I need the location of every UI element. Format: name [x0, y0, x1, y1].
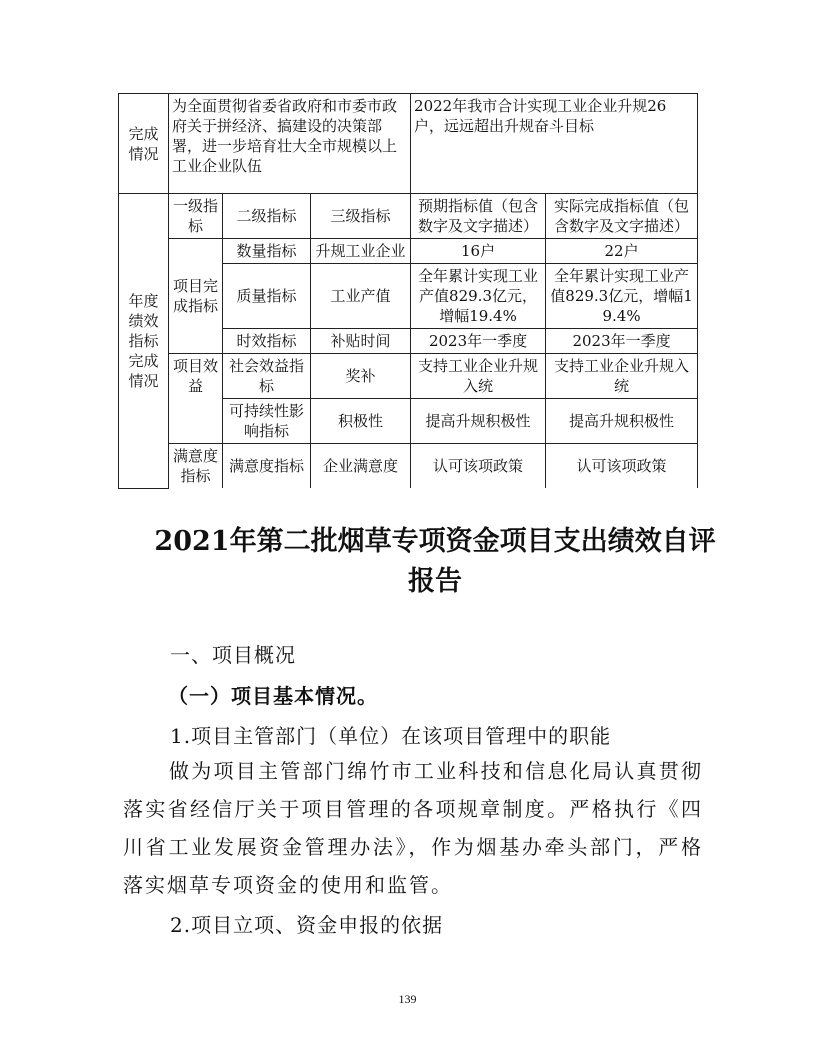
row-level3: 工业产值 — [311, 264, 411, 329]
row-actual: 提高升规积极性 — [546, 399, 698, 444]
row-actual: 全年累计实现工业产值829.3亿元，增幅19.4% — [546, 264, 698, 329]
row-expected: 提高升规积极性 — [411, 399, 546, 444]
section-heading: 一、项目概况 — [170, 643, 296, 667]
row-expected: 2023年一季度 — [411, 329, 546, 354]
annual-indicators-label-cell: 年度 绩效 指标 完成 情况 — [119, 194, 169, 489]
row-expected: 支持工业企业升规入统 — [411, 354, 546, 399]
row-level2: 数量指标 — [223, 239, 311, 264]
report-title: 2021年第二批烟草专项资金项目支出绩效自评报告 — [154, 526, 716, 597]
row-level2: 时效指标 — [223, 329, 311, 354]
row-level3: 补贴时间 — [311, 329, 411, 354]
row-expected: 16户 — [411, 239, 546, 264]
row-level2: 社会效益指标 — [223, 354, 311, 399]
row-level2: 质量指标 — [223, 264, 311, 329]
completion-actual-cell: 2022年我市合计实现工业企业升规26户，远远超出升规奋斗目标 — [411, 94, 698, 194]
row-level3: 企业满意度 — [311, 444, 411, 489]
row-level2: 可持续性影响指标 — [223, 399, 311, 444]
row-level3: 升规工业企业 — [311, 239, 411, 264]
item-heading: 1.项目主管部门（单位）在该项目管理中的职能 — [170, 724, 612, 748]
performance-table — [118, 93, 698, 489]
body-paragraph: 做为项目主管部门绵竹市工业科技和信息化局认真贯彻落实省经信厅关于项目管理的各项规章制度。严格执行《四川省工业发展资金管理办法》，作为烟基办牵头部门，严格落实烟草专项资金的使用和监管。 — [123, 759, 703, 897]
header-actual: 实际完成指标值（包含数字及文字描述） — [546, 194, 698, 239]
header-level1: 一级指标 — [169, 194, 223, 239]
item-heading: 2.项目立项、资金申报的依据 — [170, 913, 444, 937]
page-number: 139 — [398, 992, 417, 1006]
header-expected: 预期指标值（包含数字及文字描述） — [411, 194, 546, 239]
row-level3: 积极性 — [311, 399, 411, 444]
row-level3: 奖补 — [311, 354, 411, 399]
row-level2: 满意度指标 — [223, 444, 311, 489]
group-satisfaction-cell: 满意度指标 — [169, 444, 223, 489]
group-benefit-cell: 项目效益 — [169, 354, 223, 444]
group-output-cell: 项目完成指标 — [169, 239, 223, 354]
completion-goal-cell: 为全面贯彻省委省政府和市委市政府关于拼经济、搞建设的决策部署，进一步培育壮大全市规模以上工业企业队伍 — [169, 94, 411, 194]
header-level2: 二级指标 — [223, 194, 311, 239]
row-expected: 全年累计实现工业产值829.3亿元，增幅19.4% — [411, 264, 546, 329]
row-actual: 22户 — [546, 239, 698, 264]
subsection-heading: （一）项目基本情况。 — [168, 684, 378, 708]
header-level3: 三级指标 — [311, 194, 411, 239]
row-actual: 支持工业企业升规入统 — [546, 354, 698, 399]
row-actual: 2023年一季度 — [546, 329, 698, 354]
completion-label-cell: 完成 情况 — [119, 94, 169, 194]
row-actual: 认可该项政策 — [546, 444, 698, 489]
row-expected: 认可该项政策 — [411, 444, 546, 489]
